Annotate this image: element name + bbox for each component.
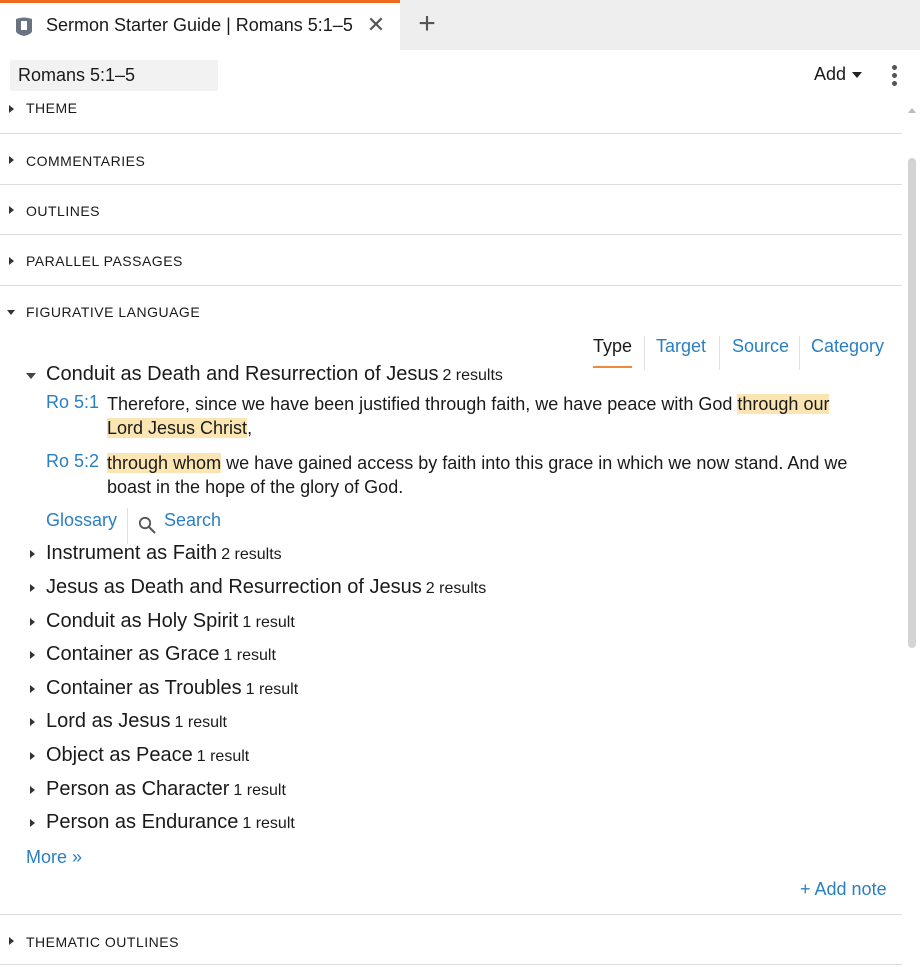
- guide-content: [0, 102, 902, 967]
- group-title: Object as Peace: [46, 744, 193, 766]
- expand-triangle-icon: [30, 786, 35, 794]
- group-count: 1 result: [245, 681, 299, 698]
- group-count: 1 result: [233, 782, 286, 799]
- close-icon[interactable]: ✕: [366, 12, 386, 37]
- group-title-wrapper: [46, 542, 282, 565]
- group-title-wrapper: [46, 677, 298, 700]
- reference-input[interactable]: [10, 60, 218, 91]
- add-menu-label: Add: [814, 64, 847, 84]
- section-outlines[interactable]: [0, 185, 902, 235]
- expand-triangle-icon: [30, 718, 35, 726]
- section-theme[interactable]: [0, 102, 902, 134]
- group-count: 1 result: [174, 714, 227, 731]
- group-title: Person as Character: [46, 778, 230, 800]
- expand-triangle-icon: [9, 257, 14, 265]
- group-count: 2 results: [221, 546, 282, 563]
- tab-divider: [719, 336, 720, 370]
- group-title-wrapper: [46, 643, 276, 666]
- tab-category[interactable]: Category: [811, 336, 885, 356]
- search-icon: [138, 516, 156, 534]
- section-thematic-outlines[interactable]: [0, 915, 902, 965]
- tab-divider: [799, 336, 800, 370]
- section-figurative-language[interactable]: [0, 287, 902, 337]
- verse-text-after: we have gained access by faith into this grace in which we now stand. And we boast in the hope of the glory of God.: [107, 453, 848, 497]
- verse-text: [107, 451, 867, 499]
- expand-triangle-icon: [30, 819, 35, 827]
- expand-triangle-icon: [30, 618, 35, 626]
- reference-bar: [0, 50, 920, 102]
- group-title: Conduit as Holy Spirit: [46, 610, 239, 632]
- tab-target[interactable]: Target: [656, 336, 707, 356]
- tab-type[interactable]: Type: [593, 336, 632, 368]
- verse-ref-link[interactable]: Ro 5:2: [46, 451, 100, 471]
- expand-triangle-icon: [30, 651, 35, 659]
- expand-triangle-icon: [9, 105, 14, 113]
- verse-text-after: ,: [247, 418, 253, 438]
- more-options-icon[interactable]: [886, 63, 902, 89]
- expand-triangle-icon: [9, 156, 14, 164]
- group-count: 1 result: [242, 815, 295, 832]
- section-theme-label: THEME: [26, 102, 78, 116]
- expand-triangle-icon: [9, 937, 14, 945]
- group-title: Person as Endurance: [46, 811, 239, 833]
- new-tab-plus-icon[interactable]: +: [418, 7, 436, 40]
- section-outlines-label: OUTLINES: [26, 203, 101, 219]
- verse-highlight: through whom: [107, 453, 222, 473]
- tab-source[interactable]: Source: [732, 336, 790, 356]
- expand-triangle-icon: [9, 206, 14, 214]
- chevron-down-icon: [852, 72, 862, 78]
- tab-bar: [0, 0, 920, 50]
- section-parallel-passages[interactable]: [0, 236, 902, 286]
- expand-triangle-icon: [30, 584, 35, 592]
- group-title-wrapper: [46, 363, 503, 386]
- verse-highlight: through our Lord Jesus Christ: [107, 394, 830, 438]
- scrollbar-thumb[interactable]: [908, 158, 916, 648]
- group-count: 1 result: [223, 647, 276, 664]
- section-figurative-label: FIGURATIVE LANGUAGE: [26, 304, 201, 320]
- group-title: Instrument as Faith: [46, 542, 218, 564]
- scrollbar[interactable]: [904, 102, 920, 967]
- group-count: 2 results: [425, 580, 487, 597]
- group-title-wrapper: [46, 610, 295, 633]
- collapse-triangle-icon: [26, 373, 36, 379]
- action-divider: [127, 508, 128, 544]
- tab-sermon-starter-guide[interactable]: [0, 0, 400, 50]
- section-parallel-label: PARALLEL PASSAGES: [26, 253, 183, 269]
- expand-triangle-icon: [30, 752, 35, 760]
- group-title: Container as Troubles: [46, 677, 242, 699]
- section-commentaries-label: COMMENTARIES: [26, 153, 146, 169]
- section-commentaries[interactable]: [0, 135, 902, 185]
- group-title: Conduit as Death and Resurrection of Jesus: [46, 363, 439, 385]
- add-menu-button[interactable]: [814, 64, 862, 85]
- group-title-wrapper: [46, 811, 295, 834]
- section-thematic-label: THEMATIC OUTLINES: [26, 934, 179, 950]
- verse-ref-link[interactable]: Ro 5:1: [46, 392, 100, 412]
- tab-divider: [644, 336, 645, 370]
- verse-text-before: Therefore, since we have been justified through faith, we have peace with God: [107, 394, 738, 414]
- add-note-button[interactable]: + Add note: [800, 879, 887, 899]
- search-link[interactable]: Search: [164, 510, 222, 530]
- group-title-wrapper: [46, 778, 286, 801]
- group-count: 1 result: [196, 748, 250, 765]
- tab-title: Sermon Starter Guide | Romans 5:1–5: [46, 15, 353, 35]
- group-count: 1 result: [242, 614, 295, 631]
- group-title: Container as Grace: [46, 643, 220, 665]
- guide-icon: [15, 16, 33, 36]
- glossary-link[interactable]: Glossary: [46, 510, 118, 530]
- group-title: Lord as Jesus: [46, 710, 171, 732]
- scroll-up-arrow-icon[interactable]: [908, 108, 916, 113]
- group-title-wrapper: [46, 576, 486, 599]
- group-title-wrapper: [46, 744, 249, 767]
- verse-text: [107, 392, 867, 440]
- group-title: Jesus as Death and Resurrection of Jesus: [46, 576, 422, 598]
- expand-triangle-icon: [30, 685, 35, 693]
- group-title-wrapper: [46, 710, 227, 733]
- expand-triangle-icon: [30, 550, 35, 558]
- more-link[interactable]: More »: [26, 847, 83, 867]
- group-count: 2 results: [442, 367, 503, 384]
- collapse-triangle-icon: [7, 310, 15, 315]
